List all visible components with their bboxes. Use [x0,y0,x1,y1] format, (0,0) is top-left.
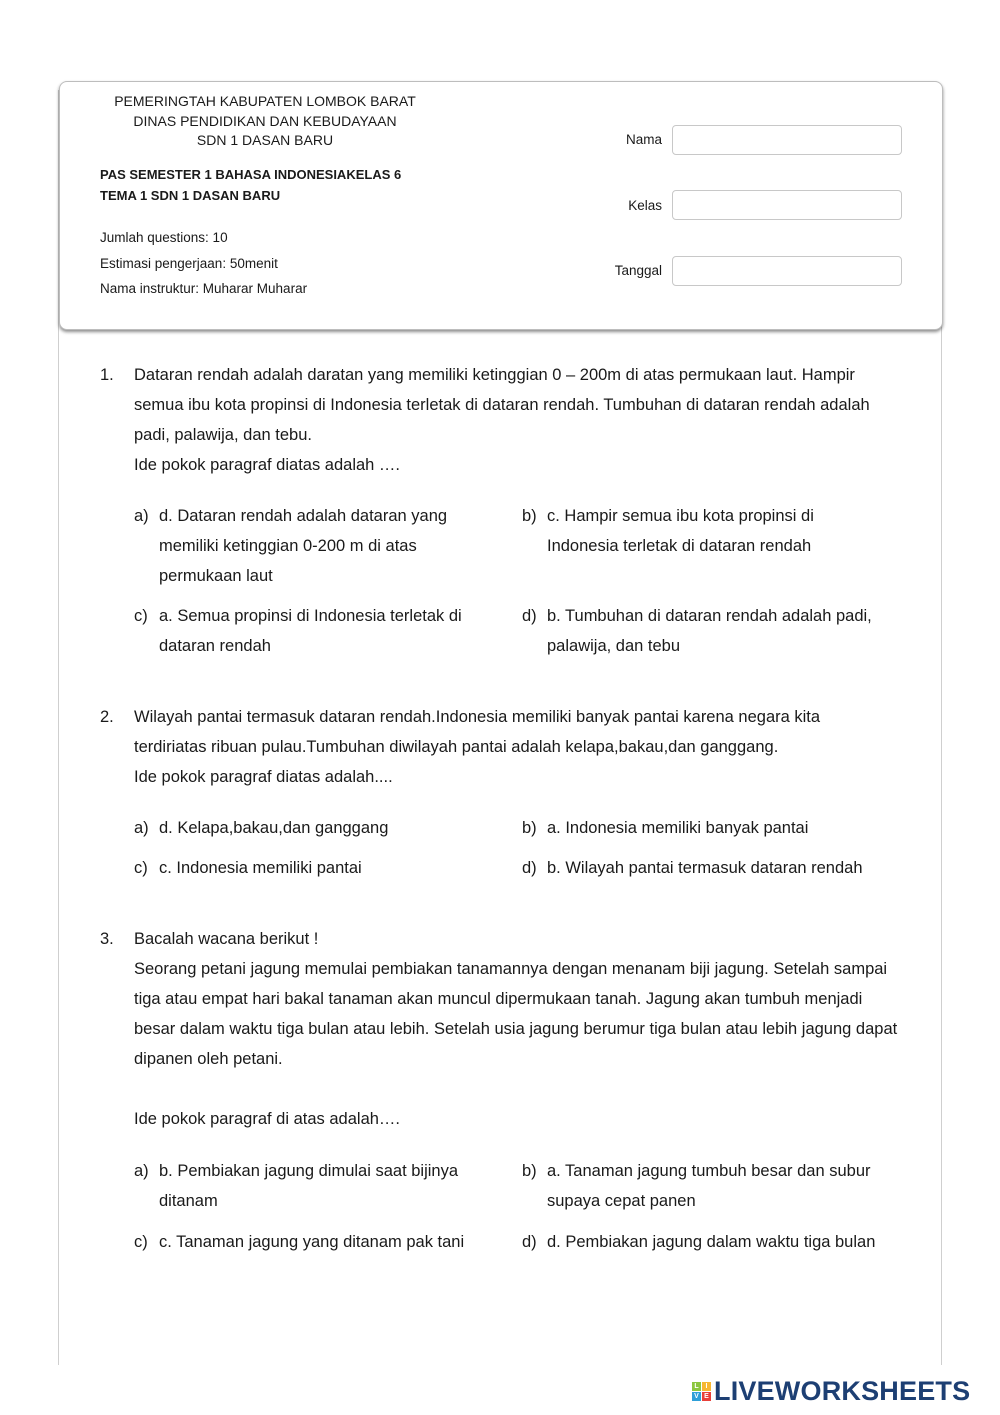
institution-heading [100,92,430,151]
option-letter: b) [522,507,537,525]
option-text: b. Pembiakan jagung dimulai saat bijinya ditanam [159,1162,459,1210]
name-label: Nama [625,132,662,147]
question-3 [100,924,900,1134]
option-c[interactable] [134,601,484,661]
option-a[interactable] [134,501,474,591]
question-text: Wilayah pantai termasuk dataran rendah.Indonesia memiliki banyak pantai karena negara kita terdiriatas ribuan pulau.Tumbuhan diwilayah pantai adalah kelapa,bakau,dan ganggang. [134,708,821,756]
question-passage: Seorang petani jagung memulai pembiakan tanamannya dengan menanam biji jagung. Setelah sampai tiga atau empat hari bakal tanaman akan muncul dipermukaan tanah. Jagung akan tumbuh menjadi besar dalam waktu tiga bulan atau lebih. Setelah usia jagung berumur tiga bulan atau lebih jagung dapat dipanen oleh petani. [134,960,898,1068]
option-b[interactable] [522,1156,897,1216]
option-text: b. Tumbuhan di dataran rendah adalah padi, palawija, dan tebu [547,607,872,655]
option-b[interactable] [522,813,902,843]
option-a[interactable] [134,1156,484,1216]
questions-count: Jumlah questions: 10 [100,230,228,245]
option-letter: a) [134,507,149,525]
option-letter: a) [134,819,149,837]
logo-letter: V [692,1392,701,1401]
option-letter: d) [522,1233,537,1251]
option-text: c. Tanaman jagung yang ditanam pak tani [159,1233,465,1251]
option-text: a. Tanaman jagung tumbuh besar dan subur supaya cepat panen [547,1162,871,1210]
logo-letter: L [692,1382,701,1391]
option-text: c. Hampir semua ibu kota propinsi di Indonesia terletak di dataran rendah [547,507,814,555]
option-text: d. Kelapa,bakau,dan ganggang [159,819,389,837]
question-number: 1. [100,366,114,384]
option-text: c. Indonesia memiliki pantai [159,859,362,877]
option-letter: d) [522,607,537,625]
question-prompt: Ide pokok paragraf di atas adalah…. [134,1110,401,1128]
question-number: 3. [100,930,114,948]
worksheet-title: PAS SEMESTER 1 BAHASA INDONESIAKELAS 6 TEMA 1 SDN 1 DASAN BARU [100,167,402,203]
option-letter: a) [134,1162,149,1180]
brand-name: LIVEWORKSHEETS [714,1376,971,1406]
worksheet-header [59,81,943,330]
logo-letter: I [702,1382,711,1391]
option-text: a. Indonesia memiliki banyak pantai [547,819,809,837]
option-a[interactable] [134,813,494,843]
option-d[interactable] [522,853,902,883]
question-text: Bacalah wacana berikut ! [134,930,319,948]
option-letter: d) [522,859,537,877]
option-text: b. Wilayah pantai termasuk dataran rendah [547,859,863,877]
date-input[interactable] [672,256,902,286]
question-text: Dataran rendah adalah daratan yang memiliki ketinggian 0 – 200m di atas permukaan laut. Hampir semua ibu kota propinsi di Indonesia terletak di dataran rendah. Tumbuhan di dataran rendah adalah padi, palawija, dan tebu. [134,366,870,444]
duration: Estimasi pengerjaan: 50menit [100,256,278,271]
question-prompt: Ide pokok paragraf diatas adalah.... [134,768,393,786]
option-d[interactable] [522,601,897,661]
option-text: a. Semua propinsi di Indonesia terletak di dataran rendah [159,607,462,655]
option-letter: b) [522,819,537,837]
question-2 [100,702,900,792]
question-1 [100,360,900,480]
option-letter: c) [134,1233,148,1251]
institution-line: SDN 1 DASAN BARU [196,132,334,148]
institution-line: DINAS PENDIDIKAN DAN KEBUDAYAAN [133,112,397,129]
live-blocks-icon [692,1382,711,1401]
institution-line: PEMERINGTAH KABUPATEN LOMBOK BARAT [114,93,416,109]
option-d[interactable] [522,1227,902,1257]
option-b[interactable] [522,501,842,561]
option-letter: c) [134,859,148,877]
option-letter: b) [522,1162,537,1180]
name-input[interactable] [672,125,902,155]
option-text: d. Pembiakan jagung dalam waktu tiga bulan [547,1233,876,1251]
option-text: d. Dataran rendah adalah dataran yang memiliki ketinggian 0-200 m di atas permukaan laut [159,507,448,585]
logo-letter: E [702,1392,711,1401]
question-number: 2. [100,708,114,726]
option-letter: c) [134,607,148,625]
date-label: Tanggal [614,263,662,278]
liveworksheets-logo[interactable] [692,1376,970,1407]
instructor: Nama instruktur: Muharar Muharar [100,281,308,296]
class-input[interactable] [672,190,902,220]
question-prompt: Ide pokok paragraf diatas adalah …. [134,456,401,474]
option-c[interactable] [134,1227,494,1257]
class-label: Kelas [628,198,662,213]
option-c[interactable] [134,853,494,883]
